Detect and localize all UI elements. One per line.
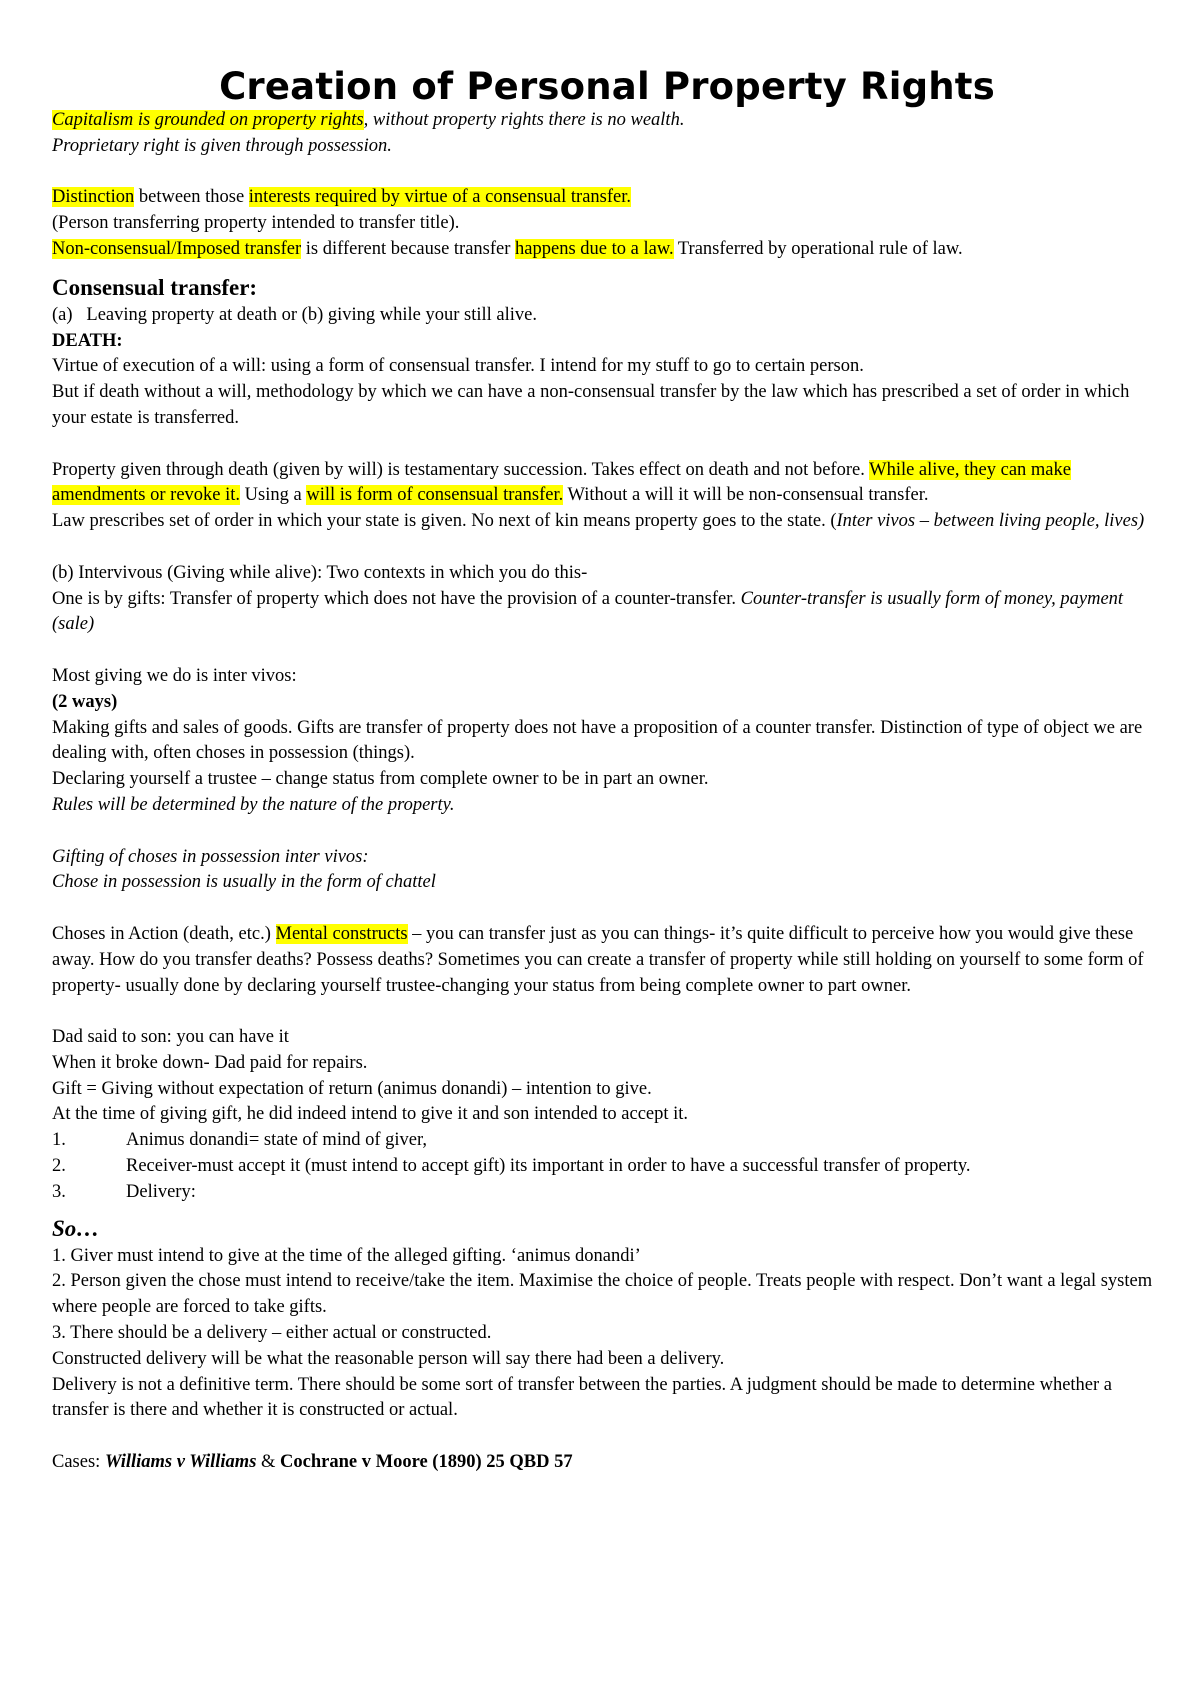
gifting-line-1: Gifting of choses in possession inter vivos: xyxy=(52,846,369,867)
dad-line-1: Dad said to son: you can have it xyxy=(52,1027,289,1048)
consensual-heading: Consensual transfer: xyxy=(52,274,258,300)
dad-line-2: When it broke down- Dad paid for repairs. xyxy=(52,1052,368,1073)
dad-line-3: Gift = Giving without expectation of return (animus donandi) – intention to give. xyxy=(52,1078,652,1099)
intro-line-1: Capitalism is grounded on property rights, without property rights there is no wealth. xyxy=(52,110,685,130)
consensual-a: (a) Leaving property at death or (b) giving while your still alive. xyxy=(52,304,537,325)
page-title: Creation of Personal Property Rights xyxy=(219,65,995,108)
case-cochrane: Cochrane v Moore (1890) 25 QBD 57 xyxy=(280,1452,573,1473)
intro-line-2: Proprietary right is given through possession. xyxy=(52,135,392,156)
case-williams: Williams v Williams xyxy=(104,1452,257,1473)
intervivos-line-4: Declaring yourself a trustee – change status from complete owner to be in part an owner. xyxy=(52,769,709,790)
death-line-2: But if death without a will, methodology by which we can have a non-consensual transfer by the law which has prescribed a set of order in which your estate is transferred. xyxy=(52,382,1130,428)
gifts-line: One is by gifts: Transfer of property which does not have the provision of a counter-transfer. Counter-transfer is usually form of money, payment (sale) xyxy=(52,588,1124,635)
document-page xyxy=(52,62,1162,1476)
distinction-line-1: Distinction between those interests required by virtue of a consensual transfer. xyxy=(52,187,632,208)
list-item: 3. Delivery: xyxy=(52,1181,196,1202)
so-line-2: 2. Person given the chose must intend to receive/take the item. Maximise the choice of people. Treats people with respect. Don’t want a legal system where people are forced to take gifts. xyxy=(52,1271,1153,1318)
distinction-line-3: Non-consensual/Imposed transfer is different because transfer happens due to a law. Transferred by operational rule of law. xyxy=(52,238,963,259)
so-line-3: 3. There should be a delivery – either actual or constructed. xyxy=(52,1323,492,1344)
intro-highlight: Capitalism is grounded on property rights xyxy=(52,110,364,130)
choses-paragraph: Choses in Action (death, etc.) Mental constructs – you can transfer just as you can things- it’s quite difficult to perceive how you would give these away. How do you transfer deaths? Possess deaths? Sometimes you can create a transfer of property while still holding on yourself to some form of property- usually done by declaring yourself trustee-changing your status from being complete owner to part owner. xyxy=(52,923,1144,996)
two-ways: (2 ways) xyxy=(52,691,118,712)
intervivos-line-3: Making gifts and sales of goods. Gifts are transfer of property does not have a proposition of a counter transfer. Distinction of type of object we are dealing with, often choses in possession (things). xyxy=(52,717,1143,764)
law-prescribes-paragraph: Law prescribes set of order in which your state is given. No next of kin means property goes to the state. (Inter vivos – between living people, lives) xyxy=(52,511,1145,532)
death-line-1: Virtue of execution of a will: using a form of consensual transfer. I intend for my stuff to go to certain person. xyxy=(52,356,864,377)
death-heading: DEATH: xyxy=(52,330,123,351)
gifting-line-2: Chose in possession is usually in the form of chattel xyxy=(52,872,436,893)
intervivos-line-1: Most giving we do is inter vivos: xyxy=(52,665,297,686)
list-item: 2. Receiver-must accept it (must intend to accept gift) its important in order to have a successful transfer of property. xyxy=(52,1156,971,1177)
list-item: 1. Animus donandi= state of mind of giver, xyxy=(52,1130,428,1151)
intervivos-line-5: Rules will be determined by the nature of the property. xyxy=(52,794,455,815)
cases-line: Cases: Williams v Williams & Cochrane v Moore (1890) 25 QBD 57 xyxy=(52,1452,573,1473)
dad-line-4: At the time of giving gift, he did indeed intend to give it and son intended to accept it. xyxy=(52,1104,689,1125)
so-line-1: 1. Giver must intend to give at the time of the alleged gifting. ‘animus donandi’ xyxy=(52,1245,641,1266)
so-heading: So… xyxy=(52,1215,100,1241)
so-line-5: Delivery is not a definitive term. There should be some sort of transfer between the parties. A judgment should be made to determine whether a transfer is there and whether it is constructed or actual. xyxy=(52,1374,1113,1421)
intervivous-line: (b) Intervivous (Giving while alive): Two contexts in which you do this- xyxy=(52,562,588,583)
distinction-line-2: (Person transferring property intended to transfer title). xyxy=(52,213,460,234)
testamentary-paragraph: Property given through death (given by will) is testamentary succession. Takes effect on death and not before. While alive, they can make amendments or revoke it. Using a will is form of consensual transfer. Without a will it will be non-consensual transfer. xyxy=(52,459,1071,506)
so-line-4: Constructed delivery will be what the reasonable person will say there had been a delivery. xyxy=(52,1348,725,1369)
